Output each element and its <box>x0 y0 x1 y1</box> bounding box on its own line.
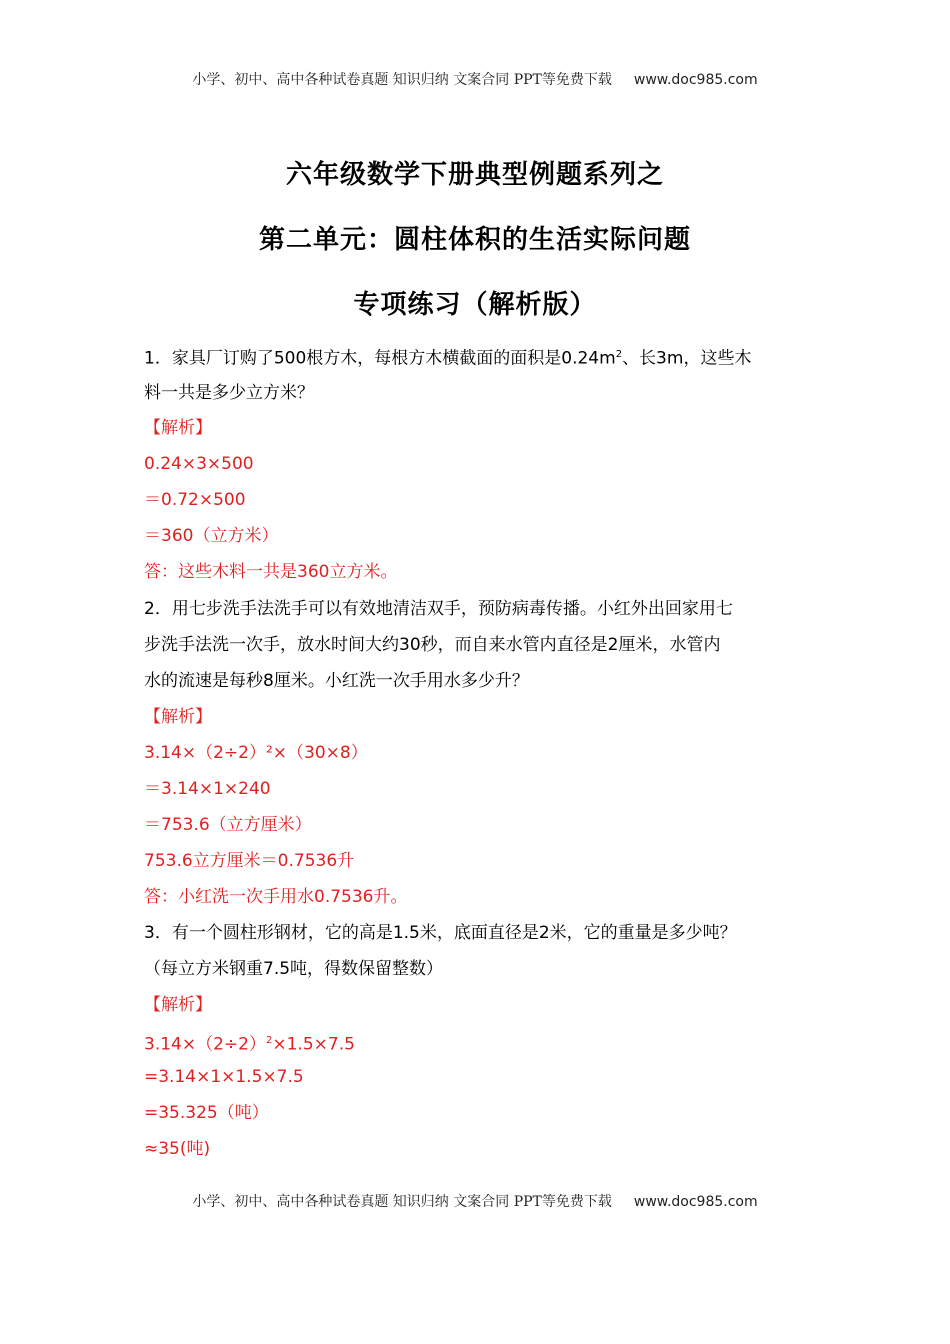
q2-step-4: 753.6立方厘米＝0.7536升 <box>144 851 355 871</box>
q3-step-3: =35.325（吨） <box>144 1103 269 1123</box>
q3-step-4: ≈35(吨) <box>144 1139 211 1159</box>
q1-text-line1: 1．家具厂订购了500根方木，每根方木横截面的面积是$0.24m^2$、长3m，这些木 <box>144 348 752 369</box>
q2-text-line2: 步洗手法洗一次手，放水时间大约30秒，而自来水管内直径是2厘米，水管内 <box>144 635 721 655</box>
q2-text-line3: 水的流速是每秒8厘米。小红洗一次手用水多少升？ <box>144 671 529 691</box>
q2-analysis-label: 【解析】 <box>144 707 212 727</box>
q3-step-2: =3.14×1×1.5×7.5 <box>144 1067 304 1087</box>
q1-step-1: 0.24×3×500 <box>144 454 254 474</box>
q1-text-line2: 料一共是多少立方米？ <box>144 383 314 403</box>
title-practice: 专项练习（解析版） <box>353 290 597 320</box>
q2-step-2: ＝3.14×1×240 <box>144 779 271 799</box>
q1-analysis-label: 【解析】 <box>144 418 212 438</box>
q1-answer: 答：这些木料一共是360立方米。 <box>144 562 398 582</box>
q3-text-line2: （每立方米钢重7.5吨，得数保留整数） <box>144 959 444 979</box>
q2-text-line1: 2．用七步洗手法洗手可以有效地清洁双手，预防病毒传播。小红外出回家用七 <box>144 599 733 619</box>
page-header <box>0 69 950 89</box>
title-unit: 第二单元：圆柱体积的生活实际问题 <box>258 225 691 255</box>
q3-analysis-label: 【解析】 <box>144 995 212 1015</box>
q2-answer: 答：小红洗一次手用水0.7536升。 <box>144 887 408 907</box>
q2-step-1: 3.14×（2÷2）²×（30×8） <box>144 743 368 763</box>
footer-url[interactable]: www.doc985.com <box>633 1194 758 1210</box>
footer-text: 小学、初中、高中各种试卷真题 知识归纳 文案合同 PPT等免费下载 <box>192 1194 612 1210</box>
q3-text-line1: 3．有一个圆柱形钢材，它的高是1.5米，底面直径是2米，它的重量是多少吨？ <box>144 923 737 943</box>
header-url[interactable]: www.doc985.com <box>633 72 758 88</box>
page-footer <box>0 1191 950 1211</box>
q1-step-2: ＝0.72×500 <box>144 490 246 510</box>
q2-step-3: ＝753.6（立方厘米） <box>144 815 312 835</box>
header-text: 小学、初中、高中各种试卷真题 知识归纳 文案合同 PPT等免费下载 <box>192 72 612 88</box>
title-series: 六年级数学下册典型例题系列之 <box>285 160 664 190</box>
q1-step-3: ＝360（立方米） <box>144 526 279 546</box>
q3-step-1: $3.14\times(2\div 2)^2\times 1.5\times 7.5$ <box>144 1034 355 1055</box>
